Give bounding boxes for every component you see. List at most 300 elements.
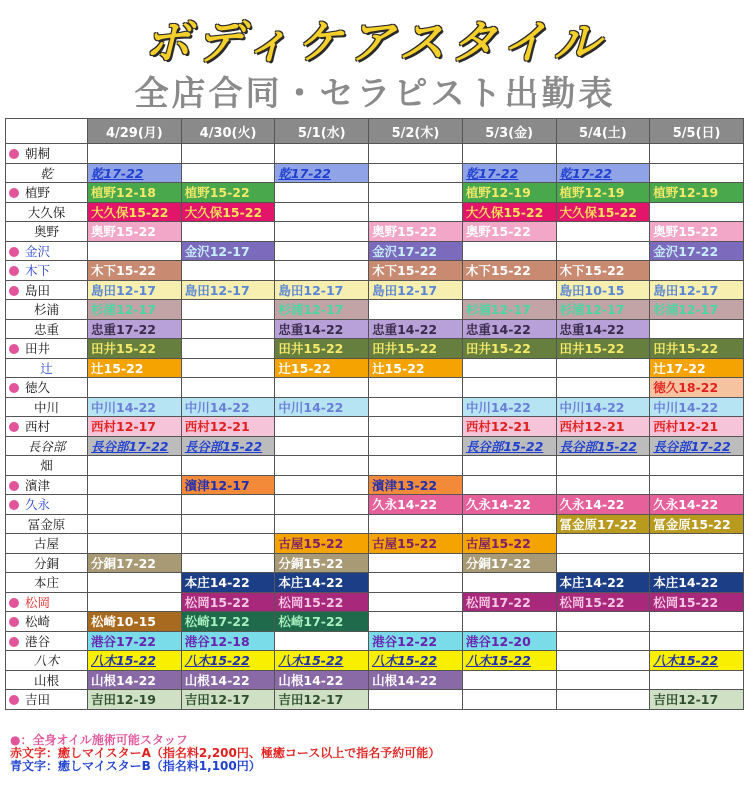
shift-text: 植野12-19 xyxy=(465,185,531,201)
shift-cell xyxy=(275,241,369,261)
shift-text: 田井15-22 xyxy=(278,341,344,357)
therapist-name: 辻 xyxy=(40,360,53,376)
shift-cell xyxy=(462,670,556,690)
shift-cell xyxy=(369,222,463,242)
shift-text: 大久保15-22 xyxy=(465,204,544,220)
shift-cell xyxy=(556,456,650,476)
table-row xyxy=(6,202,744,222)
shift-cell xyxy=(275,690,369,710)
shift-text: 吉田12-17 xyxy=(653,692,719,708)
shift-text: 冨金原17-22 xyxy=(559,516,637,532)
therapist-name: 古屋 xyxy=(33,536,59,552)
therapist-name-cell xyxy=(6,222,88,242)
shift-cell xyxy=(556,573,650,593)
shift-text: 松岡15-22 xyxy=(653,594,719,610)
shift-text: 八木15-22 xyxy=(91,653,156,669)
shift-text: 港谷17-22 xyxy=(91,633,156,649)
table-row xyxy=(6,378,744,398)
table-row xyxy=(6,280,744,300)
shift-cell xyxy=(275,495,369,515)
shift-cell xyxy=(650,436,744,456)
shift-cell xyxy=(88,534,182,554)
shift-text: 杉浦12-17 xyxy=(465,302,531,318)
oil-treatment-dot-icon xyxy=(9,637,19,647)
shift-text: 山根14-22 xyxy=(278,672,344,688)
shift-text: 分銅17-22 xyxy=(465,555,531,571)
shift-cell xyxy=(650,241,744,261)
shift-cell xyxy=(369,514,463,534)
shift-cell xyxy=(88,222,182,242)
shift-text: 奥野15-22 xyxy=(465,224,531,240)
shift-cell xyxy=(650,202,744,222)
therapist-name-cell xyxy=(6,202,88,222)
shift-cell xyxy=(556,241,650,261)
shift-text: 島田12-17 xyxy=(653,282,719,298)
shift-cell xyxy=(181,358,275,378)
shift-cell xyxy=(369,475,463,495)
shift-cell xyxy=(369,241,463,261)
shift-cell xyxy=(369,261,463,281)
table-row xyxy=(6,222,744,242)
schedule-table xyxy=(5,118,744,710)
shift-cell xyxy=(369,592,463,612)
shift-text: 本庄14-22 xyxy=(278,575,344,591)
shift-text: 松岡15-22 xyxy=(559,594,625,610)
table-row xyxy=(6,300,744,320)
table-row xyxy=(6,397,744,417)
shift-text: 中川14-22 xyxy=(465,399,531,415)
shift-cell xyxy=(275,417,369,437)
shift-cell xyxy=(275,144,369,164)
shift-cell xyxy=(181,378,275,398)
shift-cell xyxy=(462,573,556,593)
therapist-name: 大久保 xyxy=(27,204,66,220)
shift-text: 長谷部15-22 xyxy=(184,438,263,454)
therapist-name: 松崎 xyxy=(25,614,51,630)
shift-cell xyxy=(462,690,556,710)
shift-cell xyxy=(88,319,182,339)
therapist-name-cell xyxy=(6,612,88,632)
shift-text: 松岡15-22 xyxy=(184,594,250,610)
shift-text: 古屋15-22 xyxy=(278,536,344,552)
shift-cell xyxy=(369,553,463,573)
shift-cell xyxy=(650,553,744,573)
therapist-name-cell xyxy=(6,456,88,476)
shift-cell xyxy=(650,670,744,690)
shift-text: 松崎17-22 xyxy=(278,614,344,630)
oil-treatment-dot-icon xyxy=(9,344,19,354)
shift-cell xyxy=(88,378,182,398)
shift-text: 植野12-18 xyxy=(91,185,156,201)
shift-cell xyxy=(462,280,556,300)
shift-text: 久永14-22 xyxy=(559,497,625,513)
therapist-name-cell xyxy=(6,475,88,495)
therapist-name: 奥野 xyxy=(33,224,59,240)
shift-cell xyxy=(369,280,463,300)
shift-cell xyxy=(556,358,650,378)
shift-text: 乾17-22 xyxy=(91,165,144,181)
shift-cell xyxy=(275,475,369,495)
table-row xyxy=(6,690,744,710)
shift-text: 西村12-21 xyxy=(653,419,719,435)
shift-cell xyxy=(88,514,182,534)
therapist-name-cell xyxy=(6,514,88,534)
shift-cell xyxy=(275,300,369,320)
therapist-name: 冨金原 xyxy=(27,516,66,532)
shift-cell xyxy=(650,690,744,710)
shift-cell xyxy=(88,144,182,164)
shift-text: 木下15-22 xyxy=(91,263,156,279)
shift-cell xyxy=(650,514,744,534)
therapist-name: 山根 xyxy=(33,672,59,688)
shift-cell xyxy=(556,553,650,573)
shift-cell xyxy=(556,592,650,612)
shift-cell xyxy=(369,690,463,710)
shift-cell xyxy=(88,241,182,261)
shift-cell xyxy=(275,631,369,651)
shift-text: 徳久18-22 xyxy=(653,380,719,396)
legend-blue-note: 青文字：癒しマイスターB（指名料1,100円） xyxy=(10,759,261,773)
shift-cell xyxy=(462,592,556,612)
shift-cell xyxy=(462,261,556,281)
shift-cell xyxy=(462,144,556,164)
shift-text: 植野15-22 xyxy=(184,185,250,201)
shift-cell xyxy=(181,534,275,554)
oil-treatment-dot-icon xyxy=(9,695,19,705)
therapist-name: 八木 xyxy=(33,653,59,669)
shift-cell xyxy=(275,514,369,534)
shift-cell xyxy=(650,417,744,437)
shift-cell xyxy=(88,261,182,281)
therapist-name: 島田 xyxy=(25,282,51,298)
shift-cell xyxy=(181,144,275,164)
shift-cell xyxy=(650,397,744,417)
shift-text: 八木15-22 xyxy=(372,653,438,669)
shift-text: 八木15-22 xyxy=(184,653,250,669)
therapist-name: 西村 xyxy=(25,419,51,435)
shift-cell xyxy=(650,300,744,320)
page-title: ボディケアスタイル xyxy=(144,15,606,69)
table-row xyxy=(6,339,744,359)
therapist-name: 木下 xyxy=(25,263,51,279)
shift-cell xyxy=(181,495,275,515)
table-row xyxy=(6,183,744,203)
table-row xyxy=(6,592,744,612)
shift-text: 木下15-22 xyxy=(559,263,625,279)
shift-text: 植野12-19 xyxy=(559,185,625,201)
shift-cell xyxy=(556,495,650,515)
shift-text: 吉田12-17 xyxy=(278,692,344,708)
shift-text: 久永14-22 xyxy=(653,497,719,513)
shift-text: 中川14-22 xyxy=(559,399,625,415)
shift-cell xyxy=(88,202,182,222)
shift-cell xyxy=(650,631,744,651)
shift-cell xyxy=(369,300,463,320)
shift-cell xyxy=(462,319,556,339)
shift-text: 大久保15-22 xyxy=(184,204,263,220)
shift-text: 本庄14-22 xyxy=(653,575,719,591)
table-row xyxy=(6,261,744,281)
shift-cell xyxy=(556,690,650,710)
shift-cell xyxy=(181,339,275,359)
therapist-name: 杉浦 xyxy=(33,302,59,318)
therapist-name-cell xyxy=(6,183,88,203)
shift-cell xyxy=(556,183,650,203)
therapist-name-cell xyxy=(6,631,88,651)
shift-cell xyxy=(556,514,650,534)
shift-cell xyxy=(275,183,369,203)
shift-cell xyxy=(556,378,650,398)
therapist-name-cell xyxy=(6,553,88,573)
table-row xyxy=(6,612,744,632)
shift-cell xyxy=(181,222,275,242)
therapist-name: 朝桐 xyxy=(25,146,51,162)
oil-treatment-dot-icon xyxy=(9,422,19,432)
shift-cell xyxy=(650,651,744,671)
table-row xyxy=(6,436,744,456)
table-row xyxy=(6,358,744,378)
therapist-name-cell xyxy=(6,261,88,281)
shift-cell xyxy=(275,202,369,222)
shift-cell xyxy=(275,261,369,281)
shift-cell xyxy=(462,300,556,320)
shift-text: 港谷12-22 xyxy=(372,633,438,649)
oil-treatment-dot-icon xyxy=(9,149,19,159)
shift-cell xyxy=(369,339,463,359)
shift-cell xyxy=(650,495,744,515)
page-subtitle: 全店合同・セラピスト出勤表 xyxy=(134,74,616,114)
day-header: 5/3(金) xyxy=(462,119,556,144)
therapist-name: 田井 xyxy=(25,341,51,357)
oil-treatment-dot-icon xyxy=(9,481,19,491)
shift-text: 本庄14-22 xyxy=(184,575,250,591)
shift-text: 松崎17-22 xyxy=(184,614,250,630)
oil-treatment-dot-icon xyxy=(9,617,19,627)
shift-text: 杉浦12-17 xyxy=(559,302,625,318)
shift-cell xyxy=(181,573,275,593)
shift-text: 長谷部17-22 xyxy=(91,438,169,454)
shift-cell xyxy=(181,514,275,534)
shift-cell xyxy=(650,534,744,554)
shift-cell xyxy=(88,631,182,651)
shift-cell xyxy=(181,300,275,320)
shift-text: 忠重14-22 xyxy=(372,321,438,337)
shift-cell xyxy=(556,144,650,164)
shift-text: 松岡15-22 xyxy=(278,594,344,610)
shift-cell xyxy=(556,202,650,222)
therapist-name: 乾 xyxy=(40,165,53,181)
shift-cell xyxy=(556,417,650,437)
day-header: 5/2(木) xyxy=(369,119,463,144)
shift-cell xyxy=(369,319,463,339)
shift-text: 忠重14-22 xyxy=(559,321,625,337)
shift-text: 奥野15-22 xyxy=(372,224,438,240)
shift-cell xyxy=(556,280,650,300)
table-row xyxy=(6,417,744,437)
shift-cell xyxy=(462,183,556,203)
oil-treatment-dot-icon xyxy=(9,383,19,393)
shift-text: 島田12-17 xyxy=(372,282,438,298)
therapist-name: 畑 xyxy=(40,458,53,474)
shift-text: 島田12-17 xyxy=(184,282,250,298)
shift-cell xyxy=(650,183,744,203)
shift-cell xyxy=(275,456,369,476)
table-row xyxy=(6,553,744,573)
shift-cell xyxy=(181,436,275,456)
shift-text: 忠重14-22 xyxy=(465,321,531,337)
shift-text: 田井15-22 xyxy=(372,341,438,357)
shift-text: 古屋15-22 xyxy=(372,536,438,552)
shift-cell xyxy=(369,436,463,456)
therapist-name-cell xyxy=(6,300,88,320)
shift-cell xyxy=(181,280,275,300)
shift-text: 植野12-19 xyxy=(653,185,719,201)
shift-cell xyxy=(462,514,556,534)
shift-cell xyxy=(462,631,556,651)
legend-red-note: 赤文字：癒しマイスターA（指名料2,200円、極癒コース以上で指名予約可能） xyxy=(10,746,441,760)
shift-cell xyxy=(181,612,275,632)
shift-cell xyxy=(88,456,182,476)
header-row xyxy=(6,119,744,144)
shift-text: 田井15-22 xyxy=(559,341,625,357)
shift-cell xyxy=(556,300,650,320)
shift-cell xyxy=(369,573,463,593)
shift-text: 杉浦12-17 xyxy=(91,302,156,318)
shift-text: 乾17-22 xyxy=(465,165,519,181)
shift-cell xyxy=(88,163,182,183)
shift-text: 辻17-22 xyxy=(653,360,706,376)
therapist-name: 中川 xyxy=(33,399,59,415)
shift-cell xyxy=(650,319,744,339)
shift-cell xyxy=(181,163,275,183)
therapist-name-cell xyxy=(6,144,88,164)
shift-cell xyxy=(462,339,556,359)
shift-cell xyxy=(88,553,182,573)
shift-text: 中川14-22 xyxy=(91,399,156,415)
oil-treatment-dot-icon xyxy=(9,247,19,257)
shift-cell xyxy=(88,651,182,671)
shift-cell xyxy=(181,631,275,651)
shift-cell xyxy=(650,612,744,632)
shift-cell xyxy=(462,397,556,417)
shift-cell xyxy=(650,261,744,281)
shift-text: 松崎10-15 xyxy=(91,614,156,630)
shift-text: 長谷部17-22 xyxy=(653,438,731,454)
corner-cell xyxy=(6,119,88,144)
oil-treatment-dot-icon xyxy=(9,188,19,198)
shift-cell xyxy=(462,358,556,378)
shift-cell xyxy=(88,436,182,456)
shift-cell xyxy=(462,222,556,242)
shift-cell xyxy=(556,339,650,359)
shift-cell xyxy=(181,319,275,339)
therapist-name: 濱津 xyxy=(25,477,51,493)
therapist-name-cell xyxy=(6,280,88,300)
therapist-name-cell xyxy=(6,534,88,554)
shift-text: 忠重17-22 xyxy=(91,321,156,337)
shift-cell xyxy=(462,553,556,573)
shift-cell xyxy=(88,592,182,612)
shift-cell xyxy=(556,612,650,632)
shift-text: 金沢12-17 xyxy=(184,243,250,259)
table-row xyxy=(6,144,744,164)
shift-cell xyxy=(275,612,369,632)
therapist-name: 植野 xyxy=(25,185,51,201)
day-header: 5/1(水) xyxy=(275,119,369,144)
shift-cell xyxy=(462,378,556,398)
shift-cell xyxy=(650,592,744,612)
shift-text: 八木15-22 xyxy=(653,653,719,669)
shift-text: 長谷部15-22 xyxy=(559,438,637,454)
therapist-name-cell xyxy=(6,163,88,183)
shift-text: 田井15-22 xyxy=(465,341,531,357)
shift-cell xyxy=(275,553,369,573)
shift-text: 杉浦12-17 xyxy=(653,302,719,318)
shift-cell xyxy=(556,222,650,242)
shift-text: 中川14-22 xyxy=(184,399,250,415)
table-row xyxy=(6,495,744,515)
shift-text: 分銅15-22 xyxy=(278,555,344,571)
shift-cell xyxy=(369,397,463,417)
table-row xyxy=(6,573,744,593)
shift-cell xyxy=(88,495,182,515)
schedule-body xyxy=(6,144,744,710)
day-header: 4/29(月) xyxy=(88,119,182,144)
shift-text: 杉浦12-17 xyxy=(278,302,344,318)
therapist-name: 松岡 xyxy=(25,594,51,610)
shift-cell xyxy=(88,670,182,690)
shift-cell xyxy=(181,475,275,495)
shift-cell xyxy=(369,417,463,437)
shift-text: 西村12-21 xyxy=(465,419,531,435)
shift-cell xyxy=(275,436,369,456)
shift-cell xyxy=(369,144,463,164)
shift-cell xyxy=(181,202,275,222)
table-row xyxy=(6,456,744,476)
therapist-name-cell xyxy=(6,339,88,359)
shift-cell xyxy=(650,144,744,164)
shift-text: 島田12-17 xyxy=(278,282,344,298)
shift-cell xyxy=(275,592,369,612)
shift-cell xyxy=(650,475,744,495)
shift-text: 久永14-22 xyxy=(372,497,438,513)
shift-text: 辻15-22 xyxy=(278,360,331,376)
shift-cell xyxy=(462,475,556,495)
shift-cell xyxy=(650,358,744,378)
therapist-name: 本庄 xyxy=(33,575,59,591)
shift-text: 金沢17-22 xyxy=(653,243,719,259)
shift-cell xyxy=(650,222,744,242)
therapist-name-cell xyxy=(6,670,88,690)
shift-cell xyxy=(275,358,369,378)
shift-cell xyxy=(181,553,275,573)
therapist-name-cell xyxy=(6,690,88,710)
therapist-name-cell xyxy=(6,319,88,339)
therapist-name-cell xyxy=(6,241,88,261)
shift-cell xyxy=(181,261,275,281)
shift-text: 古屋15-22 xyxy=(465,536,531,552)
shift-text: 八木15-22 xyxy=(278,653,344,669)
legend-dot-note: ●：全身オイル施術可能スタッフ xyxy=(10,733,188,747)
therapist-name: 忠重 xyxy=(33,321,59,337)
shift-cell xyxy=(556,397,650,417)
therapist-name: 長谷部 xyxy=(27,438,66,454)
shift-text: 田井15-22 xyxy=(91,341,156,357)
shift-cell xyxy=(650,280,744,300)
shift-text: 乾17-22 xyxy=(278,165,331,181)
shift-cell xyxy=(556,261,650,281)
shift-text: 辻15-22 xyxy=(91,360,144,376)
